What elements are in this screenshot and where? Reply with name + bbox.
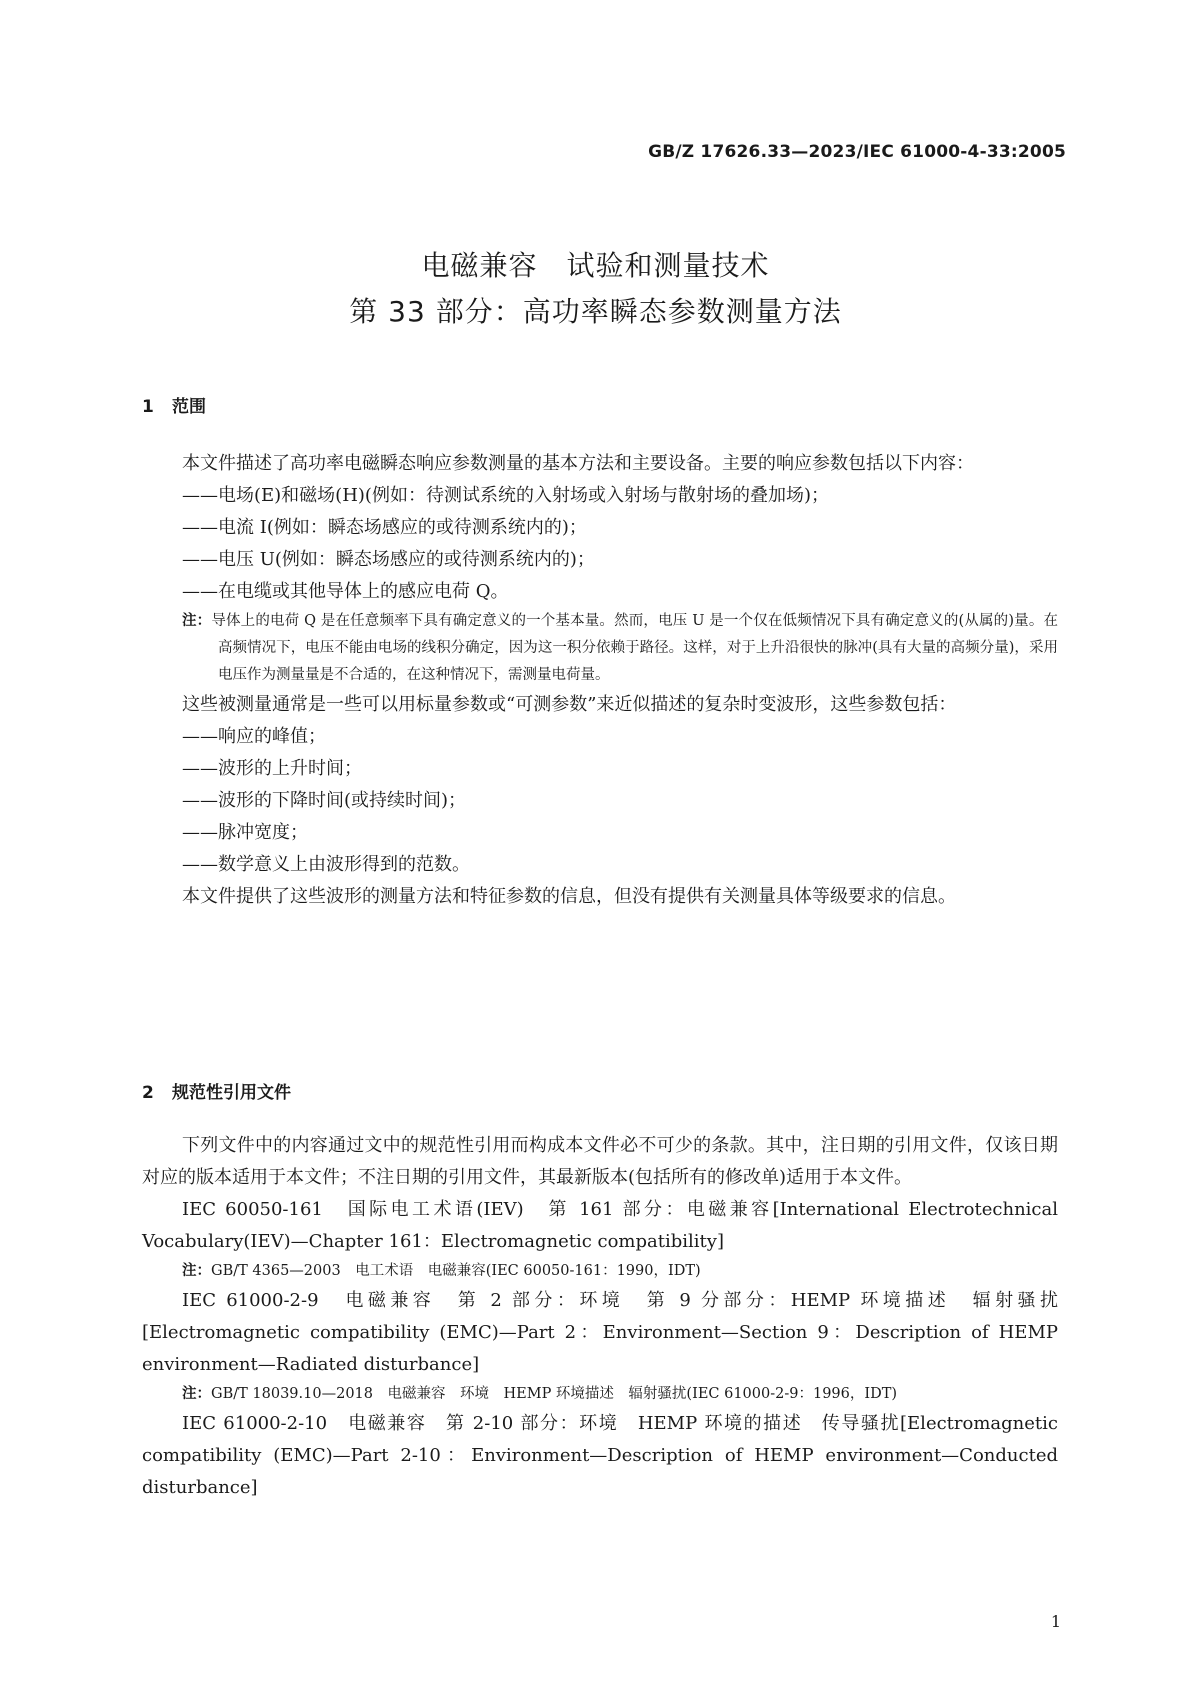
list-item-rise-time: ——波形的上升时间； xyxy=(182,758,362,779)
note-text: GB/T 4365—2003 电工术语 电磁兼容(IEC 60050-161：1990，IDT) xyxy=(211,1263,701,1279)
reference-note-1 xyxy=(142,1258,1058,1285)
list-item-voltage: ——电压 U(例如：瞬态场感应的或待测系统内的)； xyxy=(182,549,595,570)
list-item-peak: ——响应的峰值； xyxy=(182,726,326,747)
note-label: 注： xyxy=(182,1263,211,1279)
section-1-heading xyxy=(142,392,206,417)
note-label: 注： xyxy=(182,1386,211,1402)
section-1-para-2: 这些被测量通常是一些可以用标量参数或“可测参数”来近似描述的复杂时变波形，这些参数包括： xyxy=(182,694,957,715)
document-title-line-2: 第 33 部分：高功率瞬态参数测量方法 xyxy=(349,295,842,328)
document-title-line-1: 电磁兼容 试验和测量技术 xyxy=(421,249,770,282)
note-text: 导体上的电荷 Q 是在任意频率下具有确定意义的一个基本量。然而，电压 U 是一个仅在低频情况下具有确定意义的(从属的)量。在高频情况下，电压不能由电场的线积分确定，因为这一积分依赖于路径。这样，对于上升沿很快的脉冲(具有大量的高频分量)，采用电压作为测量量是不合适的，在这种情况下，需测量电荷量。 xyxy=(211,613,1059,683)
section-1-body xyxy=(142,448,1058,913)
standard-number: GB/Z 17626.33—2023/IEC 61000-4-33:2005 xyxy=(648,142,1066,162)
list-item-charge: ——在电缆或其他导体上的感应电荷 Q。 xyxy=(182,581,509,602)
section-2-body xyxy=(142,1130,1058,1504)
reference-iec-60050-161: IEC 60050-161 国际电工术语(IEV) 第 161 部分：电磁兼容[International Electrotechnical Vocabulary(IEV)—Chapter 161：Electromagnetic compatibility] xyxy=(142,1199,1058,1252)
list-item-current: ——电流 I(例如：瞬态场感应的或待测系统内的)； xyxy=(182,517,587,538)
section-2-intro: 下列文件中的内容通过文中的规范性引用而构成本文件必不可少的条款。其中，注日期的引用文件，仅该日期对应的版本适用于本文件；不注日期的引用文件，其最新版本(包括所有的修改单)适用于本文件。 xyxy=(142,1135,1058,1188)
note-label: 注： xyxy=(182,613,212,629)
list-item-norms: ——数学意义上由波形得到的范数。 xyxy=(182,854,470,875)
list-item-field: ——电场(E)和磁场(H)(例如：待测试系统的入射场或入射场与散射场的叠加场)； xyxy=(182,485,829,506)
section-1-intro: 本文件描述了高功率电磁瞬态响应参数测量的基本方法和主要设备。主要的响应参数包括以下内容： xyxy=(182,453,974,474)
note-text: GB/T 18039.10—2018 电磁兼容 环境 HEMP 环境描述 辐射骚扰(IEC 61000-2-9：1996，IDT) xyxy=(211,1386,898,1402)
reference-iec-61000-2-9: IEC 61000-2-9 电磁兼容 第 2 部分：环境 第 9 分部分：HEMP 环境描述 辐射骚扰[Electromagnetic compatibility (EMC)—Part 2：Environment—Section 9：Description of HEMP environment—Radiated disturbance] xyxy=(142,1290,1058,1375)
section-1-note xyxy=(142,608,1058,689)
list-item-pulse-width: ——脉冲宽度； xyxy=(182,822,308,843)
section-2-heading xyxy=(142,1078,291,1103)
page-number: 1 xyxy=(1050,1612,1061,1631)
section-2-title: 规范性引用文件 xyxy=(172,1083,291,1103)
reference-iec-61000-2-10: IEC 61000-2-10 电磁兼容 第 2-10 部分：环境 HEMP 环境的描述 传导骚扰[Electromagnetic compatibility (EMC)—Part 2-10：Environment—Description of HEMP environment—Conducted disturbance] xyxy=(142,1413,1058,1498)
reference-note-2 xyxy=(142,1381,1058,1408)
section-2-number: 2 xyxy=(142,1083,154,1103)
section-1-number: 1 xyxy=(142,397,154,417)
list-item-fall-time: ——波形的下降时间(或持续时间)； xyxy=(182,790,467,811)
section-1-title: 范围 xyxy=(172,397,206,417)
section-1-para-3: 本文件提供了这些波形的测量方法和特征参数的信息，但没有提供有关测量具体等级要求的信息。 xyxy=(182,886,956,907)
